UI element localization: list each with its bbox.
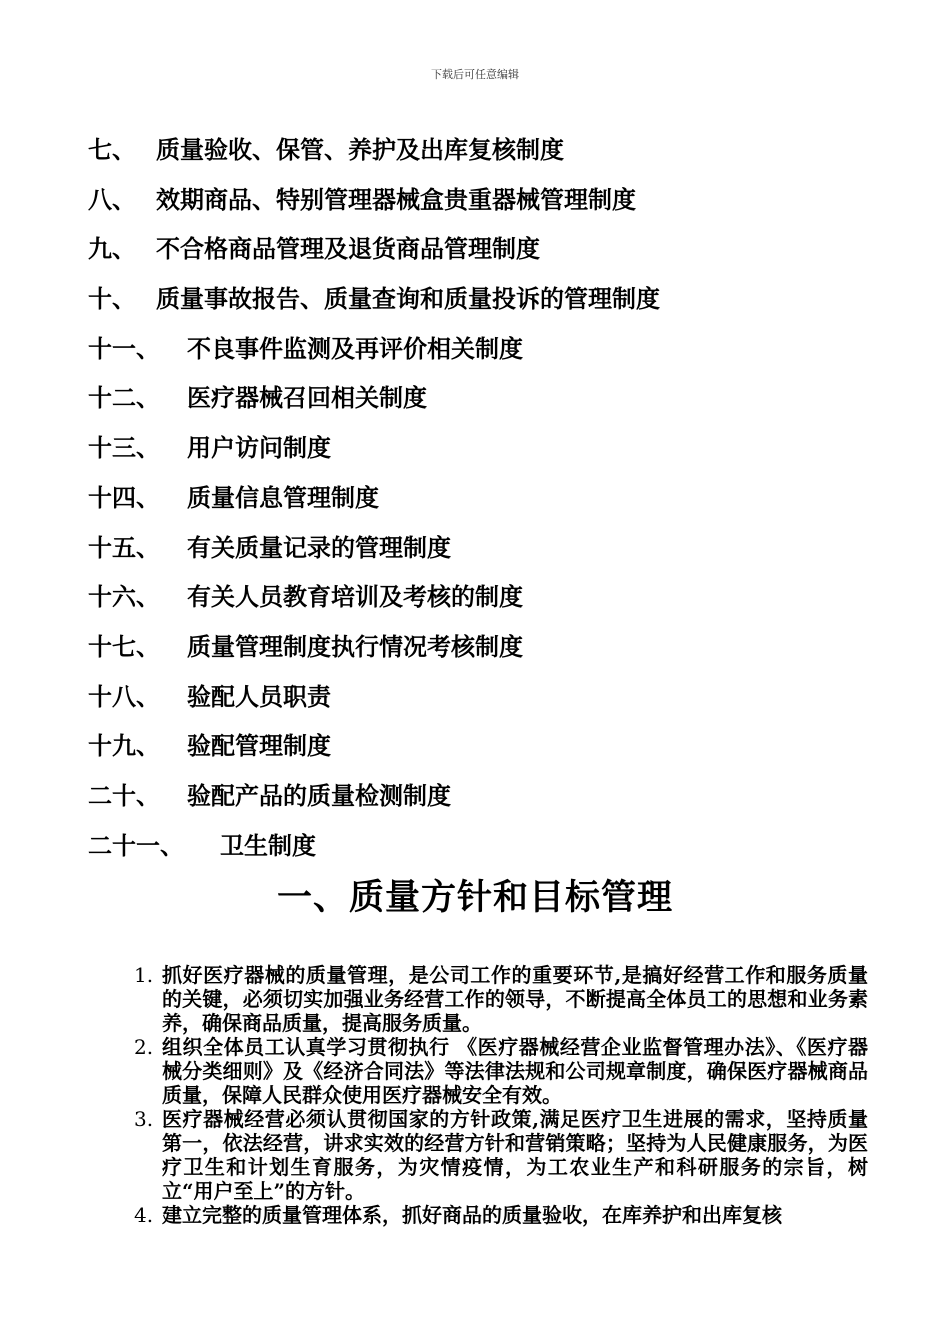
list-item-text: 医疗器械经营必须认贯彻国家的方针政策,满足医疗卫生进展的需求，坚持质量第一，依法经营，讲求实效的经营方针和营销策略；坚持为人民健康服务，为医疗卫生和计划生育服务，为灾情疫情，为工农业生产和科研服务的宗旨，树立“用户至上”的方针。 bbox=[162, 1107, 868, 1203]
toc-item bbox=[88, 180, 888, 230]
list-item bbox=[128, 1203, 868, 1227]
toc-item bbox=[88, 776, 888, 826]
list-item-number: 1. bbox=[134, 963, 154, 987]
toc-item-text: 效期商品、特别管理器械盒贵重器械管理制度 bbox=[156, 184, 636, 214]
page-header-note: 下载后可任意编辑 bbox=[431, 68, 519, 81]
toc-item bbox=[88, 229, 888, 279]
toc-item-number: 十四、 bbox=[88, 482, 160, 512]
toc-item bbox=[88, 428, 888, 478]
list-item-text: 抓好医疗器械的质量管理，是公司工作的重要环节,是搞好经营工作和服务质量的关键，必须切实加强业务经营工作的领导，不断提高全体员工的思想和业务素养，确保商品质量，提高服务质量。 bbox=[162, 963, 868, 1035]
toc-item-number: 十五、 bbox=[88, 532, 160, 562]
toc-item-number: 十八、 bbox=[88, 681, 160, 711]
toc-item-text: 验配管理制度 bbox=[187, 731, 331, 761]
toc-item bbox=[88, 279, 888, 329]
toc-item bbox=[88, 826, 888, 876]
toc-item-number: 八、 bbox=[88, 184, 136, 214]
toc-item bbox=[88, 677, 888, 727]
toc-item-number: 十一、 bbox=[88, 333, 160, 363]
toc-item bbox=[88, 478, 888, 528]
toc-item-text: 不合格商品管理及退货商品管理制度 bbox=[156, 234, 540, 264]
toc-item-number: 九、 bbox=[88, 234, 136, 264]
toc-item-number: 十七、 bbox=[88, 631, 160, 661]
toc-item-number: 十九、 bbox=[88, 731, 160, 761]
toc-item bbox=[88, 130, 888, 180]
toc-item-text: 有关质量记录的管理制度 bbox=[187, 532, 451, 562]
toc-item-text: 质量管理制度执行情况考核制度 bbox=[187, 631, 523, 661]
toc-item bbox=[88, 726, 888, 776]
table-of-contents bbox=[88, 130, 888, 875]
list-item-number: 2. bbox=[134, 1035, 154, 1059]
paragraph-list bbox=[128, 963, 868, 1227]
toc-item bbox=[88, 627, 888, 677]
toc-item-text: 卫生制度 bbox=[220, 830, 316, 860]
toc-item-text: 用户访问制度 bbox=[187, 433, 331, 463]
toc-item bbox=[88, 378, 888, 428]
toc-item-text: 验配人员职责 bbox=[187, 681, 331, 711]
list-item bbox=[128, 963, 868, 1035]
list-item bbox=[128, 1107, 868, 1203]
toc-item-number: 十、 bbox=[88, 284, 136, 314]
toc-item-number: 七、 bbox=[88, 135, 136, 164]
toc-item-text: 验配产品的质量检测制度 bbox=[187, 780, 451, 810]
list-item bbox=[128, 1035, 868, 1107]
toc-item-number: 十二、 bbox=[88, 383, 160, 413]
toc-item-number: 二十一、 bbox=[88, 830, 184, 860]
toc-item-number: 十六、 bbox=[88, 582, 160, 612]
toc-item bbox=[88, 528, 888, 578]
toc-item-text: 质量验收、保管、养护及出库复核制度 bbox=[156, 135, 564, 164]
toc-item-text: 有关人员教育培训及考核的制度 bbox=[187, 582, 523, 612]
toc-item bbox=[88, 577, 888, 627]
list-item-number: 4. bbox=[134, 1203, 154, 1227]
section-title: 一、质量方针和目标管理 bbox=[276, 877, 673, 918]
toc-item-text: 质量事故报告、质量查询和质量投诉的管理制度 bbox=[156, 284, 660, 314]
list-item-number: 3. bbox=[134, 1107, 154, 1131]
toc-item-text: 医疗器械召回相关制度 bbox=[187, 383, 427, 413]
toc-item bbox=[88, 329, 888, 379]
list-item-text: 组织全体员工认真学习贯彻执行 《医疗器械经营企业监督管理办法》、《医疗器械分类细则》及《经济合同法》等法律法规和公司规章制度，确保医疗器械商品质量，保障人民群众使用医疗器械安全有效。 bbox=[162, 1035, 868, 1107]
toc-item-text: 质量信息管理制度 bbox=[187, 482, 379, 512]
toc-item-text: 不良事件监测及再评价相关制度 bbox=[187, 333, 523, 363]
list-item-text: 建立完整的质量管理体系，抓好商品的质量验收，在库养护和出库复核 bbox=[162, 1203, 782, 1227]
toc-item-number: 十三、 bbox=[88, 433, 160, 463]
toc-item-number: 二十、 bbox=[88, 780, 160, 810]
